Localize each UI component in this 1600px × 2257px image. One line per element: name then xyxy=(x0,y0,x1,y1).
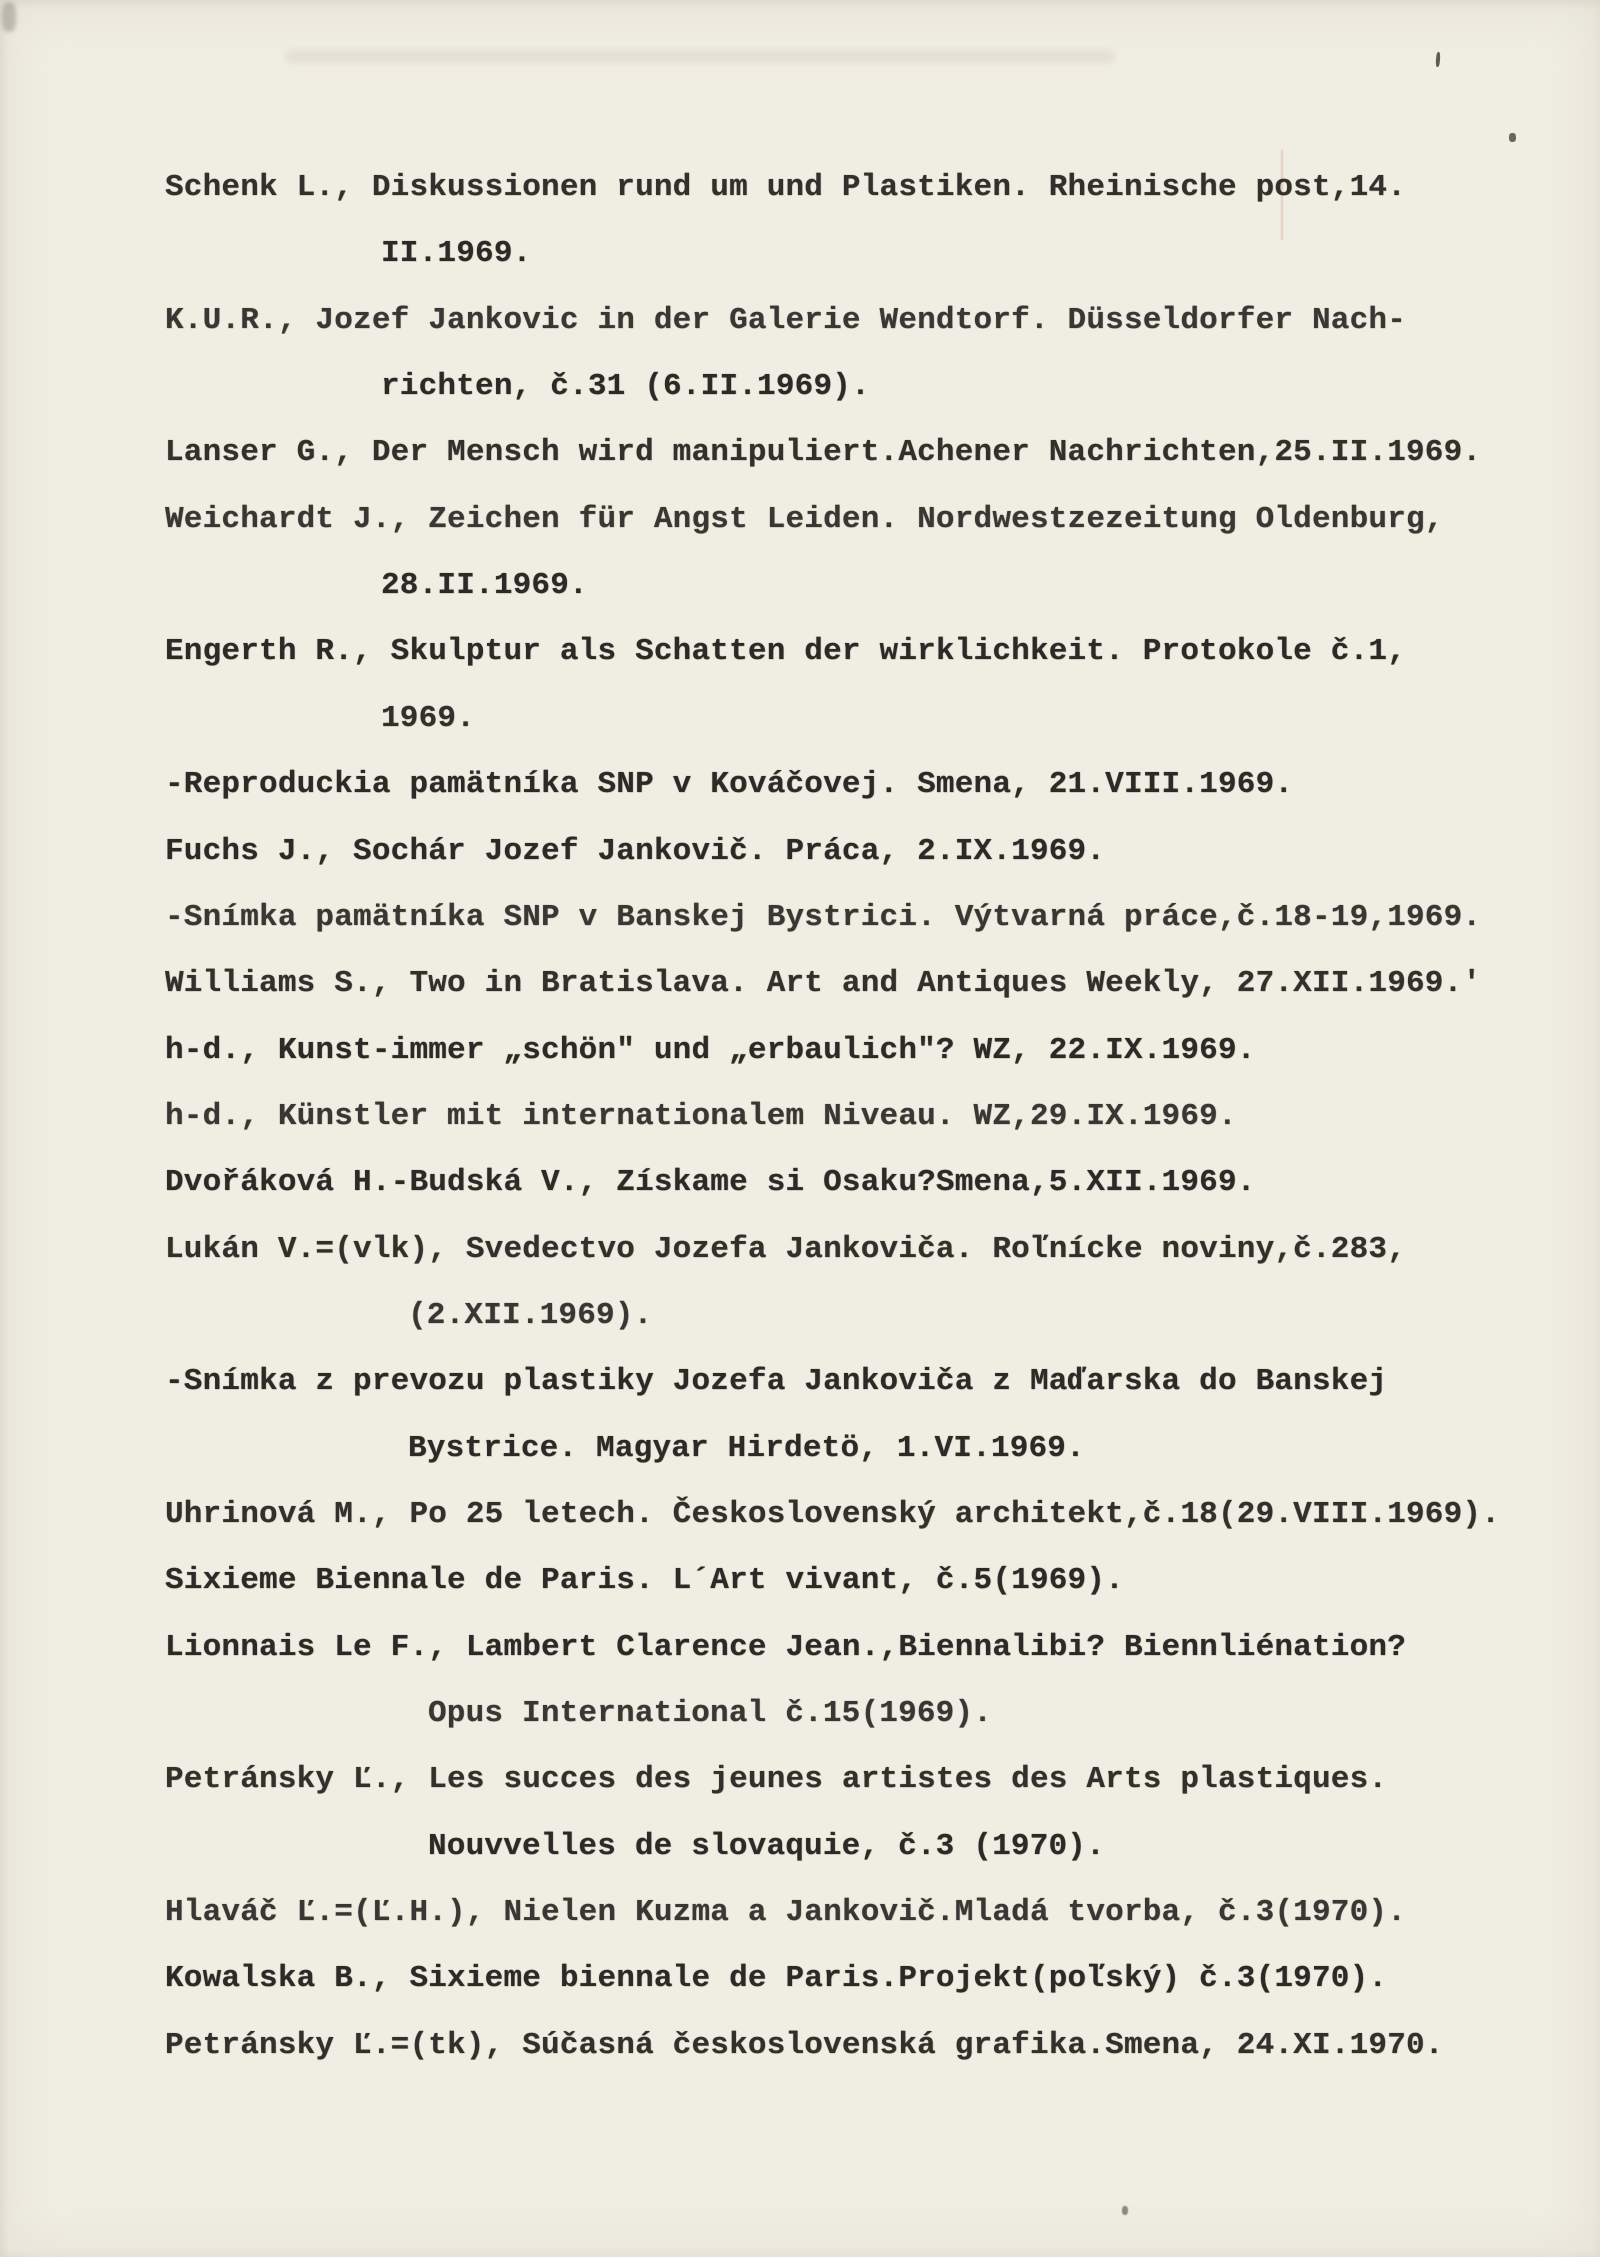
bibliography-line: (2.XII.1969). xyxy=(408,1297,653,1333)
bibliography-line: -Reproduckia pamätníka SNP v Kováčovej. Smena, 21.VIII.1969. xyxy=(165,767,1294,803)
bibliography-line: II.1969. xyxy=(381,236,532,272)
bibliography-line: Schenk L., Diskussionen rund um und Plastiken. Rheinische post,14. xyxy=(165,170,1406,205)
bibliography-line: K.U.R., Jozef Jankovic in der Galerie Wendtorf. Düsseldorfer Nach- xyxy=(165,302,1406,338)
bibliography-line: Lionnais Le F., Lambert Clarence Jean.,Biennalibi? Biennliénation? xyxy=(165,1629,1406,1665)
bibliography-line: Bystrice. Magyar Hirdetö, 1.VI.1969. xyxy=(408,1430,1085,1466)
bibliography-line: Williams S., Two in Bratislava. Art and Antiques Weekly, 27.XII.1969.' xyxy=(165,966,1482,1002)
bibliography-line: Sixieme Biennale de Paris. L´Art vivant, č.5(1969). xyxy=(165,1563,1124,1599)
bibliography-line: Nouvvelles de slovaquie, č.3 (1970). xyxy=(428,1828,1105,1864)
bibliography-line: Kowalska B., Sixieme biennale de Paris.Projekt(poľský) č.3(1970). xyxy=(165,1961,1388,1997)
bibliography-line: 1969. xyxy=(381,700,476,736)
bibliography-line: Uhrinová M., Po 25 letech. Československý architekt,č.18(29.VIII.1969). xyxy=(165,1497,1501,1532)
bibliography-line: Weichardt J., Zeichen für Angst Leiden. Nordwestzezeitung Oldenburg, xyxy=(165,501,1444,537)
bibliography-line: Opus International č.15(1969). xyxy=(428,1696,993,1732)
bibliography-line: Lanser G., Der Mensch wird manipuliert.Achener Nachrichten,25.II.1969. xyxy=(165,435,1482,471)
bibliography-line: h-d., Künstler mit internationalem Niveau. WZ,29.IX.1969. xyxy=(165,1098,1237,1134)
bibliography-line: Dvořáková H.-Budská V., Získame si Osaku?Smena,5.XII.1969. xyxy=(165,1165,1256,1201)
bibliography-line: Fuchs J., Sochár Jozef Jankovič. Práca, 2.IX.1969. xyxy=(165,833,1106,869)
bibliography-line: -Snímka pamätníka SNP v Banskej Bystrici. Výtvarná práce,č.18-19,1969. xyxy=(165,899,1482,935)
bibliography-line: h-d., Kunst-immer „schön" und „erbaulich"? WZ, 22.IX.1969. xyxy=(165,1032,1256,1068)
bibliography-line: Petránsky Ľ., Les succes des jeunes artistes des Arts plastiques. xyxy=(165,1762,1388,1798)
bibliography-line: Lukán V.=(vlk), Svedectvo Jozefa Jankoviča. Roľnícke noviny,č.283, xyxy=(165,1231,1406,1267)
bibliography-line: Petránsky Ľ.=(tk), Súčasná československá grafika.Smena, 24.XI.1970. xyxy=(165,2027,1444,2063)
bibliography-line: Engerth R., Skulptur als Schatten der wirklichkeit. Protokole č.1, xyxy=(165,634,1406,670)
bibliography-line: Hlaváč Ľ.=(Ľ.H.), Nielen Kuzma a Jankovič.Mladá tvorba, č.3(1970). xyxy=(165,1895,1406,1931)
bibliography-line: richten, č.31 (6.II.1969). xyxy=(381,369,870,405)
bibliography-line: -Snímka z prevozu plastiky Jozefa Jankoviča z Maďarska do Banskej xyxy=(165,1364,1388,1400)
bibliography-line: 28.II.1969. xyxy=(381,568,588,604)
